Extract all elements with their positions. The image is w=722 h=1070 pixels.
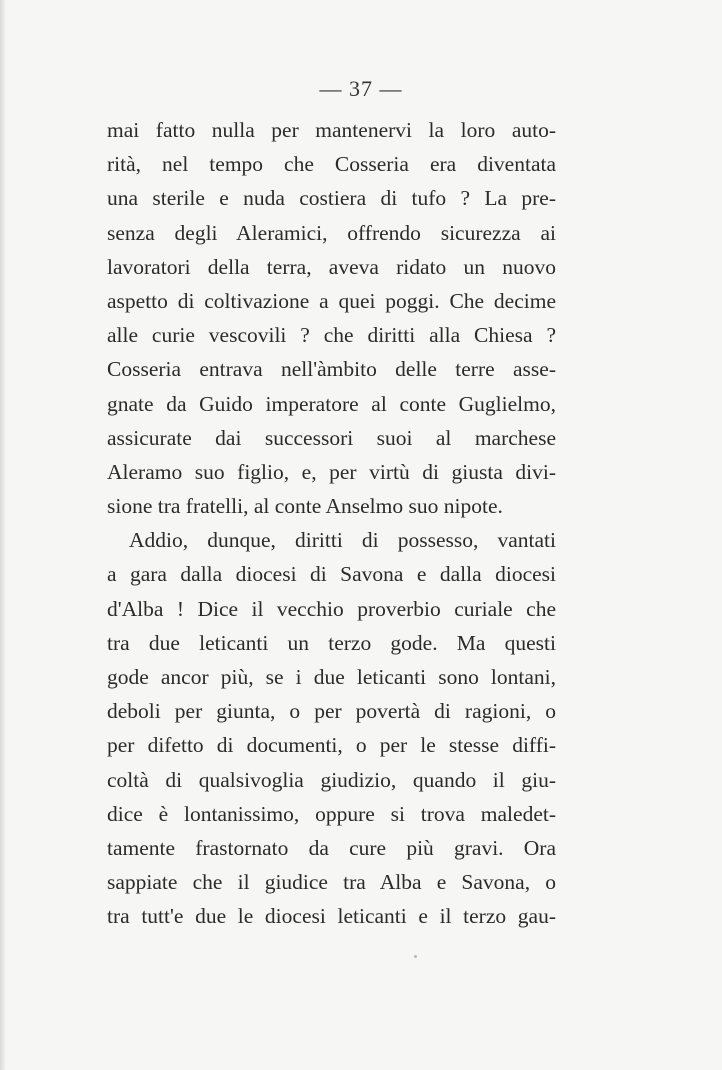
text-line: gode ancor più, se i due leticanti sono lontani, — [107, 665, 556, 689]
text-line: Aleramo suo figlio, e, per virtù di giusta divi- — [107, 459, 556, 484]
text-line: d'Alba ! Dice il vecchio proverbio curiale che — [107, 596, 556, 621]
text-line: tra tutt'e due le diocesi leticanti e il terzo gau- — [107, 904, 556, 929]
text-line: per difetto di documenti, o per le stesse diffi- — [107, 733, 556, 758]
text-line: sione tra fratelli, al conte Anselmo suo nipote. — [107, 494, 503, 519]
paper-speck — [414, 955, 417, 958]
text-line: coltà di qualsivoglia giudizio, quando il giu- — [107, 767, 556, 792]
text-line: una sterile e nuda costiera di tufo ? La pre- — [107, 186, 556, 211]
page-number: — 37 — — [319, 76, 403, 101]
text-line: senza degli Aleramici, offrendo sicurezza ai — [107, 220, 556, 245]
text-line: tra due leticanti un terzo gode. Ma questi — [107, 630, 556, 655]
text-line: assicurate dai successori suoi al marchese — [107, 425, 556, 450]
text-line: a gara dalla diocesi di Savona e dalla diocesi — [107, 562, 556, 587]
text-line: aspetto di coltivazione a quei poggi. Che decime — [107, 288, 556, 313]
text-line: lavoratori della terra, aveva ridato un nuovo — [107, 254, 556, 279]
body-text — [107, 113, 556, 934]
text-line: tamente frastornato da cure più gravi. Ora — [107, 835, 556, 860]
text-line: dice è lontanissimo, oppure si trova maledet- — [107, 801, 556, 826]
text-line: Cosseria entrava nell'àmbito delle terre asse- — [107, 357, 556, 382]
text-line: mai fatto nulla per mantenervi la loro auto- — [107, 118, 556, 142]
text-line: gnate da Guido imperatore al conte Guglielmo, — [107, 391, 556, 416]
text-line: rità, nel tempo che Cosseria era diventata — [107, 152, 556, 177]
text-line: sappiate che il giudice tra Alba e Savona, o — [107, 870, 556, 895]
page-edge — [0, 0, 6, 1070]
text-line: alle curie vescovili ? che diritti alla Chiesa ? — [107, 323, 556, 348]
text-line: Addio, dunque, diritti di possesso, vantati — [129, 528, 556, 553]
text-line: deboli per giunta, o per povertà di ragioni, o — [107, 699, 556, 724]
